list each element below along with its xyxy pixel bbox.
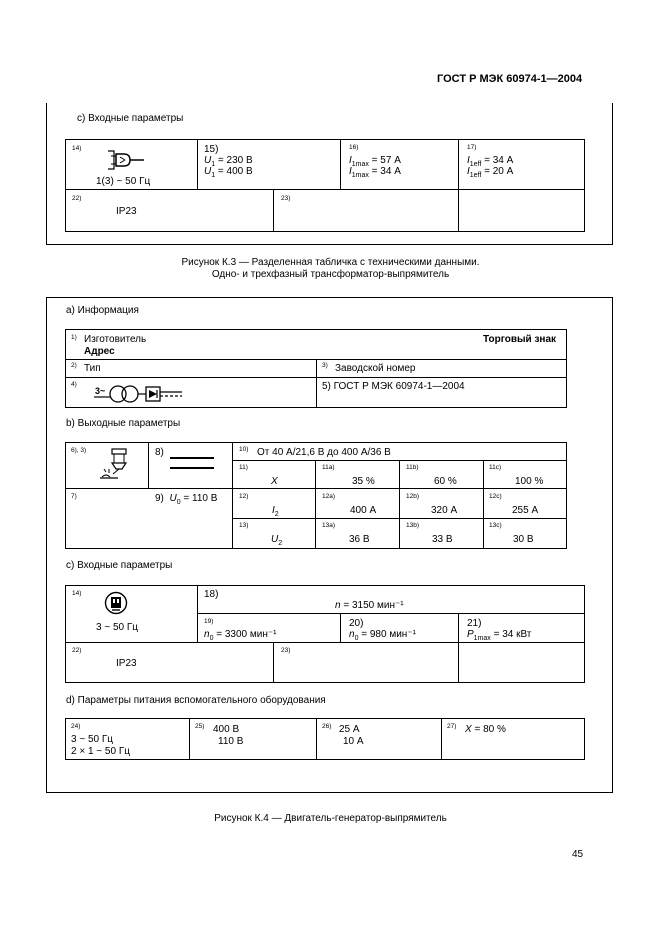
row11a-num: 11a) xyxy=(322,464,335,471)
row11b-val: 60 % xyxy=(434,476,457,487)
aux-current-2: 10 А xyxy=(343,736,364,747)
engine-icon xyxy=(104,591,128,615)
aux-duty-cycle: X = 80 % xyxy=(465,724,506,735)
row12-label: $I_2$ xyxy=(272,505,279,518)
page-number: 45 xyxy=(572,849,584,860)
fig3-c22-num: 22) xyxy=(72,195,82,202)
fig3-c14-freq: 1(3) ~ 50 Гц xyxy=(96,176,151,187)
manufacturer-label: Изготовитель xyxy=(84,334,147,345)
aux-voltage-1: 400 В xyxy=(213,724,240,735)
idle-speed-20: $n_0 = 980$ мин⁻¹ xyxy=(349,629,416,642)
welding-torch-icon xyxy=(98,447,132,479)
fig4-section-c-title: c) Входные параметры xyxy=(66,560,173,571)
plug-icon xyxy=(106,148,146,172)
fig3-c16-num: 16) xyxy=(349,144,359,151)
trademark-label: Торговый знак xyxy=(483,334,557,345)
fig3-u1-230: $U_1 = 230$ В xyxy=(204,155,253,168)
fig3-caption-line2: Одно- и трехфазный трансформатор-выпрямитель xyxy=(211,269,450,280)
fig4-a2-num: 2) xyxy=(71,362,77,369)
output-range-label: От 40 А/21,6 В до 400 А/36 В xyxy=(257,447,391,458)
fig4-section-b-title: b) Выходные параметры xyxy=(66,418,181,429)
dc-symbol-icon xyxy=(170,456,214,470)
row12a-num: 12a) xyxy=(322,493,336,500)
max-power: $P_{1max} = 34$ кВт xyxy=(467,629,532,642)
row12b-val: 320 А xyxy=(431,505,458,516)
fig3-u1-400: $U_1 = 400$ В xyxy=(204,166,253,179)
fig3-i1max-34: $I_{1max} = 34$ А xyxy=(349,166,401,179)
type-label: Тип xyxy=(84,363,101,374)
fig3-i1eff-20: $I_{1eff} = 20$ А xyxy=(467,166,514,179)
aux-freq-2: 2 × 1 ~ 50 Гц xyxy=(71,746,130,757)
row12c-num: 12c) xyxy=(489,493,502,500)
fig4-a1-num: 1) xyxy=(71,334,77,341)
fig4-section-a-title: a) Информация xyxy=(66,305,139,316)
row11a-val: 35 % xyxy=(352,476,375,487)
fig4-c23-num: 23) xyxy=(281,647,291,654)
address-label: Адрес xyxy=(84,346,115,357)
fig4-c22-num: 22) xyxy=(72,647,82,654)
row11-label: X xyxy=(271,476,278,487)
fig4-b6-num: 6), 3) xyxy=(71,447,87,454)
fig4-ip-rating: IP23 xyxy=(116,658,137,669)
fig4-c18-label: 18) xyxy=(204,589,219,600)
fig3-c23-num: 23) xyxy=(281,195,291,202)
fig4-d24-num: 24) xyxy=(71,723,81,730)
serial-number-label: Заводской номер xyxy=(335,363,416,374)
fig4-section-d-title: d) Параметры питания вспомогательного оборудования xyxy=(66,695,326,706)
fig4-d27-num: 27) xyxy=(447,723,457,730)
fig4-c14-num: 14) xyxy=(72,590,82,597)
fig3-c14-num: 14) xyxy=(72,145,82,152)
motor-generator-rectifier-icon xyxy=(94,383,184,405)
fig4-c14-freq: 3 ~ 50 Гц xyxy=(96,622,139,633)
fig3-c15-num: 15) xyxy=(204,144,219,155)
row11c-num: 11c) xyxy=(489,464,502,471)
fig3-caption-line1: Рисунок К.3 — Разделенная табличка с техническими данными. xyxy=(181,257,480,268)
fig4-a3-num: 3) xyxy=(322,362,328,369)
no-load-speed-19: $n_0 = 3300$ мин⁻¹ xyxy=(204,629,277,642)
fig4-b7-num: 7) xyxy=(71,493,77,500)
fig4-caption: Рисунок К.4 — Двигатель-генератор-выпрямитель xyxy=(214,813,447,824)
row11b-num: 11b) xyxy=(406,464,419,471)
row12-num: 12) xyxy=(239,493,249,500)
standard-reference: 5) ГОСТ Р МЭК 60974-1—2004 xyxy=(322,381,465,392)
row13a-val: 36 В xyxy=(349,534,370,545)
row13c-val: 30 В xyxy=(513,534,534,545)
rated-speed: n = 3150 мин⁻¹ xyxy=(335,600,404,611)
aux-voltage-2: 110 В xyxy=(218,736,244,747)
fig4-b10-num: 10) xyxy=(239,446,249,453)
fig4-c20-label: 20) xyxy=(349,618,364,629)
row13a-num: 13a) xyxy=(322,522,336,529)
fig3-section-c-title: c) Входные параметры xyxy=(77,113,184,124)
row13-label: $U_2$ xyxy=(271,534,283,547)
fig3-i1eff-34: $I_{1eff} = 34$ А xyxy=(467,155,514,168)
row11-num: 11) xyxy=(239,464,248,471)
fig4-a4-num: 4) xyxy=(71,381,77,388)
aux-freq-1: 3 ~ 50 Гц xyxy=(71,734,114,745)
row12c-val: 255 А xyxy=(512,505,539,516)
row13b-val: 33 В xyxy=(432,534,453,545)
row13-num: 13) xyxy=(239,522,249,529)
three-phase-symbol-text: 3~ xyxy=(95,386,106,396)
fig3-i1max-57: $I_{1max} = 57$ А xyxy=(349,155,401,168)
no-load-voltage: 9) $U_0 = 110$ В xyxy=(155,493,218,506)
row12b-num: 12b) xyxy=(406,493,420,500)
fig4-c19-num: 19) xyxy=(204,618,214,625)
fig4-d25-num: 25) xyxy=(195,723,205,730)
fig4-c21-label: 21) xyxy=(467,618,482,629)
fig4-d26-num: 26) xyxy=(322,723,332,730)
row11c-val: 100 % xyxy=(515,476,544,487)
aux-current-1: 25 А xyxy=(339,724,360,735)
row13b-num: 13b) xyxy=(406,522,420,529)
row12a-val: 400 А xyxy=(350,505,377,516)
standard-header: ГОСТ Р МЭК 60974-1—2004 xyxy=(437,73,583,85)
fig3-ip-rating: IP23 xyxy=(116,206,137,217)
row13c-num: 13c) xyxy=(489,522,502,529)
fig4-b8-label: 8) xyxy=(155,447,164,458)
fig3-c17-num: 17) xyxy=(467,144,477,151)
